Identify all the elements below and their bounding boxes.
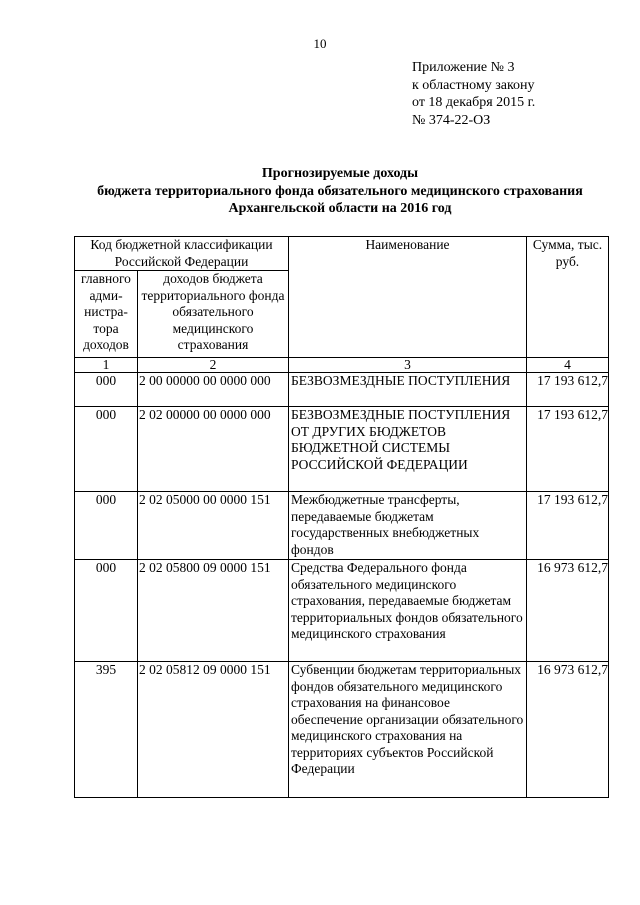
column-number: 3 bbox=[289, 358, 527, 373]
title-line: бюджета территориального фонда обязательного медицинского страхования bbox=[97, 183, 583, 199]
cell-sum: 17 193 612,7 bbox=[527, 373, 609, 407]
cell-sum: 16 973 612,7 bbox=[527, 560, 609, 662]
cell-code: 2 02 05812 09 0000 151 bbox=[138, 662, 289, 798]
appendix-line: Приложение № 3 bbox=[412, 60, 515, 75]
cell-name: Субвенции бюджетам территориальных фондов обязательного медицинского страхования на финансовое обеспечение организации обязательного медицинского страхования на территориях субъектов Российской Федерации bbox=[289, 662, 527, 798]
table-header-row bbox=[75, 237, 609, 271]
cell-name: БЕЗВОЗМЕЗДНЫЕ ПОСТУПЛЕНИЯ bbox=[289, 373, 527, 407]
header-sum: Сумма, тыс. руб. bbox=[527, 237, 609, 358]
appendix-reference bbox=[412, 59, 535, 129]
cell-code: 2 00 00000 00 0000 000 bbox=[138, 373, 289, 407]
table-row bbox=[75, 560, 609, 662]
income-table bbox=[74, 236, 609, 798]
cell-admin: 000 bbox=[75, 373, 138, 407]
appendix-line: от 18 декабря 2015 г. bbox=[412, 95, 536, 110]
cell-code: 2 02 05000 00 0000 151 bbox=[138, 492, 289, 560]
cell-admin: 000 bbox=[75, 560, 138, 662]
cell-code: 2 02 05800 09 0000 151 bbox=[138, 560, 289, 662]
column-number: 4 bbox=[527, 358, 609, 373]
cell-sum: 16 973 612,7 bbox=[527, 662, 609, 798]
cell-sum: 17 193 612,7 bbox=[527, 492, 609, 560]
title-line: Прогнозируемые доходы bbox=[261, 166, 419, 181]
table-row bbox=[75, 373, 609, 407]
column-number: 2 bbox=[138, 358, 289, 373]
appendix-line: № 374-22-ОЗ bbox=[412, 112, 491, 128]
cell-name: БЕЗВОЗМЕЗДНЫЕ ПОСТУПЛЕНИЯ ОТ ДРУГИХ БЮДЖЕТОВ БЮДЖЕТНОЙ СИСТЕМЫ РОССИЙСКОЙ ФЕДЕРАЦИИ bbox=[289, 407, 527, 492]
cell-admin: 395 bbox=[75, 662, 138, 798]
cell-code: 2 02 00000 00 0000 000 bbox=[138, 407, 289, 492]
cell-sum: 17 193 612,7 bbox=[527, 407, 609, 492]
appendix-line: к областному закону bbox=[412, 77, 535, 93]
page-number: 10 bbox=[313, 36, 327, 51]
header-name: Наименование bbox=[289, 237, 527, 358]
column-number: 1 bbox=[75, 358, 138, 373]
cell-admin: 000 bbox=[75, 407, 138, 492]
table-row bbox=[75, 492, 609, 560]
header-income: доходов бюджета территориального фонда обязательного медицинского страхования bbox=[138, 271, 289, 358]
header-code-group: Код бюджетной классификации Российской Федерации bbox=[75, 237, 289, 271]
column-number-row bbox=[75, 358, 609, 373]
header-admin: главного адми-нистра-тора доходов bbox=[75, 271, 138, 358]
document-title bbox=[40, 165, 640, 218]
cell-name: Межбюджетные трансферты, передаваемые бюджетам государственных внебюджетных фондов bbox=[289, 492, 527, 560]
table-row bbox=[75, 407, 609, 492]
cell-admin: 000 bbox=[75, 492, 138, 560]
table-row bbox=[75, 662, 609, 798]
cell-name: Средства Федерального фонда обязательного медицинского страхования, передаваемые бюджетам территориальных фондов обязательного медицинского страхования bbox=[289, 560, 527, 662]
title-line: Архангельской области на 2016 год bbox=[228, 201, 452, 216]
